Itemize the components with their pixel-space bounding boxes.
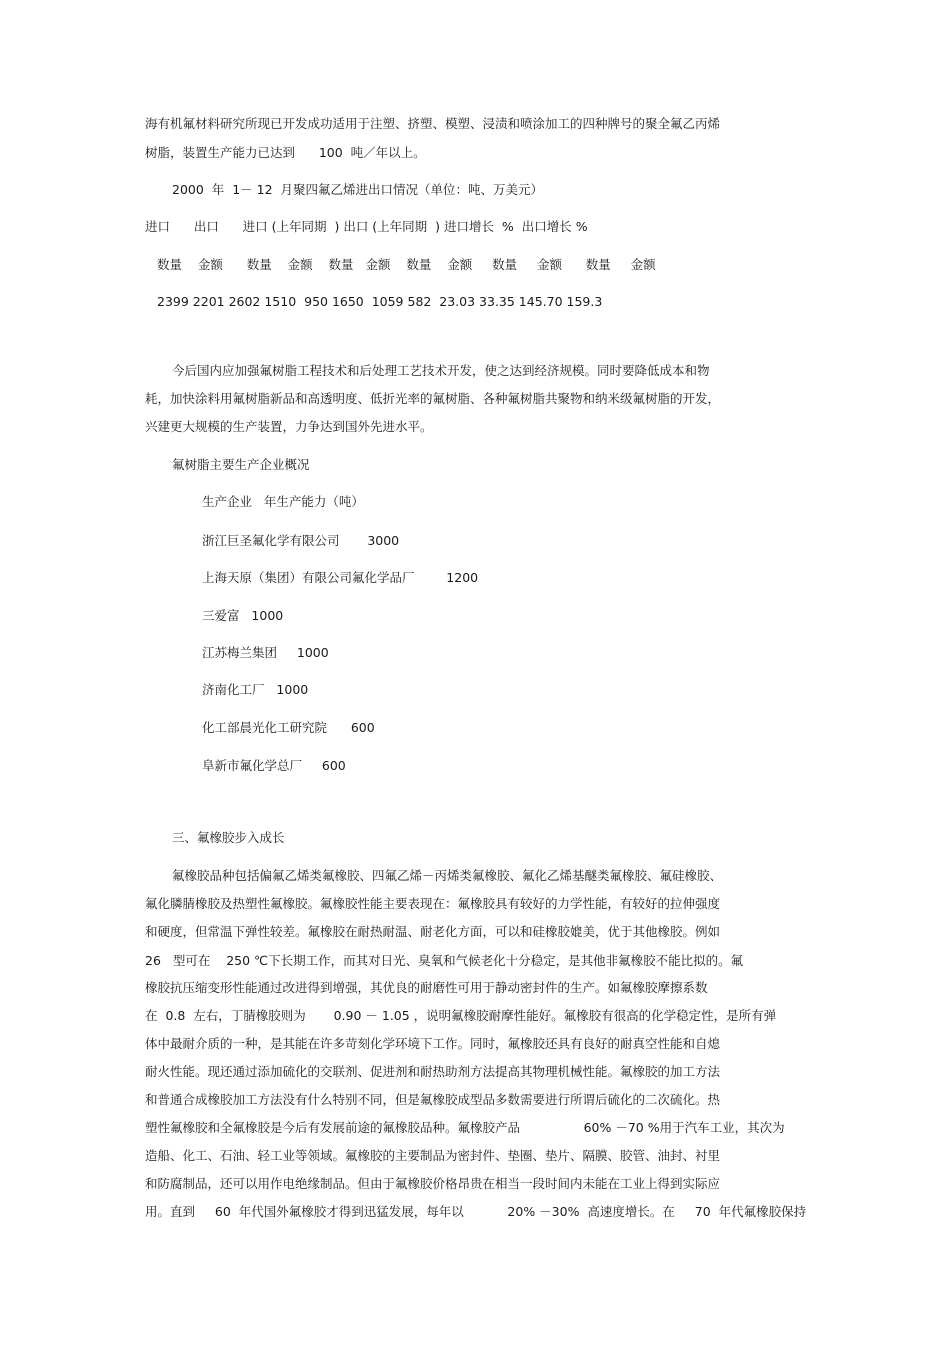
outlook-line-1: 今后国内应加强氟树脂工程技术和后处理工艺技术开发，使之达到经济规模。同时要降低成本和物 — [172, 363, 710, 378]
trade-table-subheader-row: 数量 金额 数量 金额 数量 金额 数量 金额 数量 金额 数量 金额 — [157, 257, 656, 272]
producer-row: 化工部晨光化工研究院 600 — [202, 720, 375, 735]
section-3-line: 橡胶抗压缩变形性能通过改进得到增强，其优良的耐磨性可用于静动密封件的生产。如氟橡胶摩擦系数 — [145, 980, 708, 995]
section-3-line: 用。直到 60 年代国外氟橡胶才得到迅猛发展，每年以 20% －30% 高速度增长。在 70 年代氟橡胶保持 — [145, 1204, 807, 1219]
section-3-line: 在 0.8 左右，丁腈橡胶则为 0.90 － 1.05 ，说明氟橡胶耐摩性能好。氟橡胶有很高的化学稳定性，是所有弹 — [145, 1008, 777, 1023]
section-3-line: 26 型可在 250 ℃下长期工作，而其对日光、臭氧和气候老化十分稳定，是其他非氟橡胶不能比拟的。氟 — [145, 953, 744, 968]
producer-row: 上海天原（集团）有限公司氟化学品厂 1200 — [202, 570, 479, 585]
producers-header: 生产企业 年生产能力（吨） — [202, 494, 364, 509]
section-3-line: 和防腐制品，还可以用作电绝缘制品。但由于氟橡胶价格昂贵在相当一段时间内未能在工业上得到实际应 — [145, 1176, 721, 1191]
intro-line-1: 海有机氟材料研究所现已开发成功适用于注塑、挤塑、模塑、浸渍和喷涂加工的四种牌号的聚全氟乙丙烯 — [145, 116, 721, 131]
producer-row: 江苏梅兰集团 1000 — [202, 645, 329, 660]
outlook-line-3: 兴建更大规模的生产装置，力争达到国外先进水平。 — [145, 419, 433, 434]
trade-table-header-row: 进口 出口 进口 (上年同期 ) 出口 (上年同期 ) 进口增长 % 出口增长 % — [145, 219, 588, 234]
section-3-line: 塑性氟橡胶和全氟橡胶是今后有发展前途的氟橡胶品种。氟橡胶产品 60% －70 %用于汽车工业，其次为 — [145, 1120, 785, 1135]
outlook-line-2: 耗，加快涂料用氟树脂新品和高透明度、低折光率的氟树脂、各种氟树脂共聚物和纳米级氟树脂的开发， — [145, 391, 721, 406]
section-3-line: 体中最耐介质的一种，是其能在许多苛刻化学环境下工作。同时，氟橡胶还具有良好的耐真空性能和自熄 — [145, 1036, 721, 1051]
section-3-line: 造船、化工、石油、轻工业等领域。氟橡胶的主要制品为密封件、垫圈、垫片、隔膜、胶管、油封、衬里 — [145, 1148, 721, 1163]
trade-table-caption: 2000 年 1－ 12 月聚四氟乙烯进出口情况（单位：吨、万美元） — [172, 182, 543, 197]
section-3-line: 氟化膦腈橡胶及热塑性氟橡胶。氟橡胶性能主要表现在：氟橡胶具有较好的力学性能，有较好的拉伸强度 — [145, 896, 721, 911]
producer-row: 阜新市氟化学总厂 600 — [202, 758, 346, 773]
section-3-heading: 三、氟橡胶步入成长 — [172, 830, 285, 845]
producers-title: 氟树脂主要生产企业概况 — [172, 457, 310, 472]
producer-row: 三爱富 1000 — [202, 608, 284, 623]
section-3-line: 和普通合成橡胶加工方法没有什么特别不同，但是氟橡胶成型品多数需要进行所谓后硫化的二次硫化。热 — [145, 1092, 721, 1107]
section-3-line: 氟橡胶品种包括偏氟乙烯类氟橡胶、四氟乙烯－丙烯类氟橡胶、氟化乙烯基醚类氟橡胶、氟硅橡胶、 — [172, 868, 723, 883]
trade-table-values-row: 2399 2201 2602 1510 950 1650 1059 582 23.03 33.35 145.70 159.3 — [157, 294, 603, 309]
producer-row: 浙江巨圣氟化学有限公司 3000 — [202, 533, 400, 548]
producer-row: 济南化工厂 1000 — [202, 682, 309, 697]
intro-line-2: 树脂，装置生产能力已达到 100 吨／年以上。 — [145, 145, 426, 160]
section-3-line: 耐火性能。现还通过添加硫化的交联剂、促进剂和耐热助剂方法提高其物理机械性能。氟橡胶的加工方法 — [145, 1064, 721, 1079]
section-3-line: 和硬度，但常温下弹性较差。氟橡胶在耐热耐温、耐老化方面，可以和硅橡胶媲美，优于其他橡胶。例如 — [145, 924, 721, 939]
